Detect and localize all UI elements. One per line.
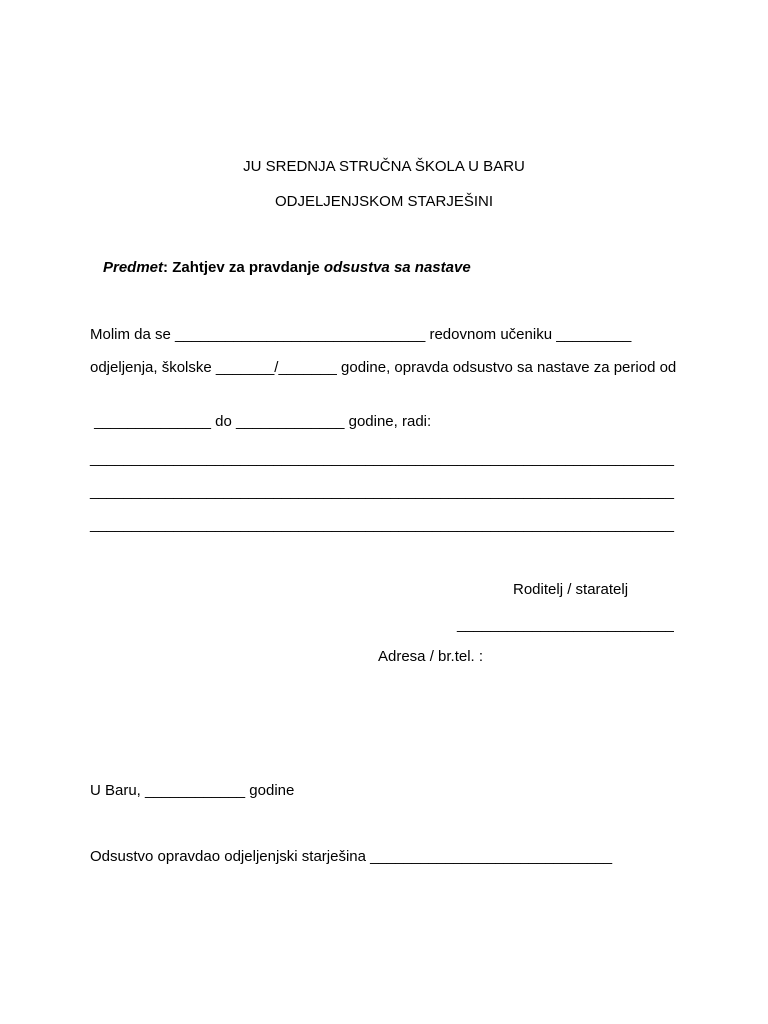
- subject-line: [103, 258, 471, 278]
- request-line-1: Molim da se ______________________________ redovnom učeniku _________: [90, 326, 632, 343]
- request-line-2: odjeljenja, školske _______/_______ godine, opravda odsustvo sa nastave za period od: [90, 359, 677, 376]
- signature-line: __________________________: [457, 616, 674, 633]
- subject-label: Predmet: [103, 259, 164, 276]
- reason-line-3: ______________________________________________________________________: [90, 516, 674, 533]
- subject-text-italic: odsustva sa nastave: [323, 259, 471, 276]
- reason-line-2: ______________________________________________________________________: [90, 483, 674, 500]
- signature-label: Roditelj / staratelj: [513, 581, 629, 598]
- recipient-title: ODJELJENJSKOM STARJEŠINI: [274, 193, 494, 210]
- approval-line: Odsustvo opravdao odjeljenjski starješina _____________________________: [90, 848, 613, 865]
- reason-line-1: ______________________________________________________________________: [90, 450, 674, 467]
- request-line-3: ______________ do _____________ godine, radi:: [90, 413, 432, 430]
- place-date-line: U Baru, ____________ godine: [90, 782, 295, 799]
- school-name: JU SREDNJA STRUČNA ŠKOLA U BARU: [243, 158, 525, 175]
- subject-colon: :: [163, 259, 169, 276]
- subject-text: Zahtjev za pravdanje: [168, 259, 324, 276]
- address-label: Adresa / br.tel. :: [378, 648, 484, 665]
